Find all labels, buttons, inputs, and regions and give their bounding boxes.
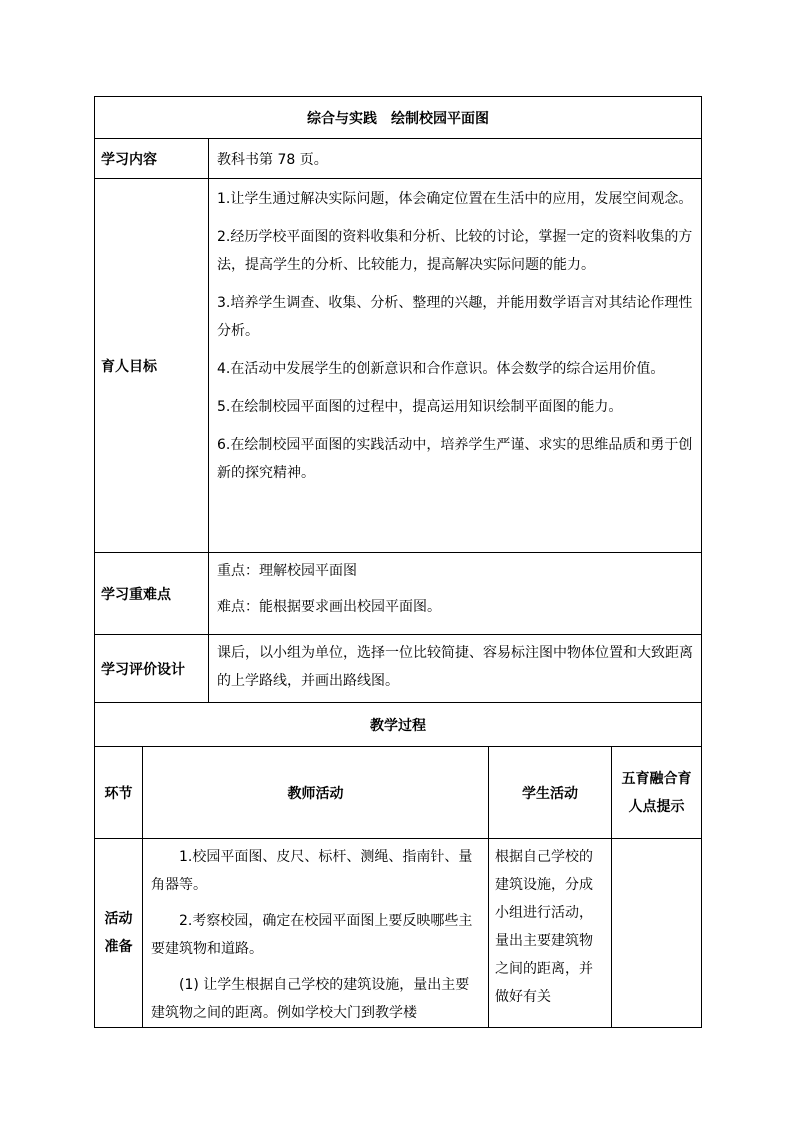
header-teacher: 教师活动 — [143, 747, 489, 839]
lesson-title: 综合与实践 绘制校园平面图 — [95, 97, 702, 139]
evaluation-label: 学习评价设计 — [95, 635, 209, 703]
evaluation-text: 课后，以小组为单位，选择一位比较简捷、容易标注图中物体位置和大致距离的上学路线，并画出路线图。 — [217, 645, 693, 689]
teacher-activity — [143, 839, 489, 1028]
process-title-row — [95, 703, 702, 747]
key-point: 重点：理解校园平面图 — [217, 563, 357, 579]
teacher-step-3: (1) 让学生根据自己学校的建筑设施，量出主要建筑物之间的距离。例如学校大门到教学楼 — [151, 977, 470, 1021]
teacher-step-1: 1.校园平面图、皮尺、标杆、测绳、指南针、量角器等。 — [151, 849, 473, 893]
goal-item-2: 2.经历学校平面图的资料收集和分析、比较的讨论，掌握一定的资料收集的方法，提高学生的分析、比较能力，提高解决实际问题的能力。 — [217, 229, 693, 273]
header-stage: 环节 — [95, 747, 143, 839]
title-row — [95, 97, 702, 139]
header-tips: 五育融合育人点提示 — [612, 747, 702, 839]
goal-item-1: 1.让学生通过解决实际问题，体会确定位置在生活中的应用，发展空间观念。 — [217, 191, 693, 207]
goals-list — [209, 179, 702, 553]
process-row — [95, 839, 702, 1028]
goal-item-4: 4.在活动中发展学生的创新意识和合作意识。体会数学的综合运用价值。 — [217, 361, 665, 377]
evaluation-row — [95, 635, 702, 703]
evaluation-value — [209, 635, 702, 703]
student-activity — [489, 839, 612, 1028]
goals-label: 育人目标 — [95, 179, 209, 553]
goal-item-6: 6.在绘制校园平面图的实践活动中，培养学生严谨、求实的思维品质和勇于创新的探究精神。 — [217, 437, 693, 481]
difficulty-row — [95, 553, 702, 635]
teacher-step-2: 2.考察校园，确定在校园平面图上要反映哪些主要建筑物和道路。 — [151, 913, 473, 957]
content-value: 教科书第 78 页。 — [209, 139, 702, 179]
process-header-row — [95, 747, 702, 839]
student-activity-text: 根据自己学校的建筑设施，分成小组进行活动，量出主要建筑物之间的距离，并做好有关 — [495, 849, 593, 1005]
difficulty-label: 学习重难点 — [95, 553, 209, 635]
content-row — [95, 139, 702, 179]
goals-row — [95, 179, 702, 553]
content-label: 学习内容 — [95, 139, 209, 179]
tips-cell — [612, 839, 702, 1028]
goal-item-5: 5.在绘制校园平面图的过程中，提高运用知识绘制平面图的能力。 — [217, 399, 623, 415]
difficulty-cell — [209, 553, 702, 635]
hard-point: 难点：能根据要求画出校园平面图。 — [217, 599, 441, 615]
lesson-plan-table — [94, 96, 702, 1028]
goal-item-3: 3.培养学生调查、收集、分析、整理的兴趣，并能用数学语言对其结论作理性分析。 — [217, 295, 693, 339]
stage-activity-prep: 活动准备 — [95, 839, 143, 1028]
process-title: 教学过程 — [95, 703, 702, 747]
header-student: 学生活动 — [489, 747, 612, 839]
